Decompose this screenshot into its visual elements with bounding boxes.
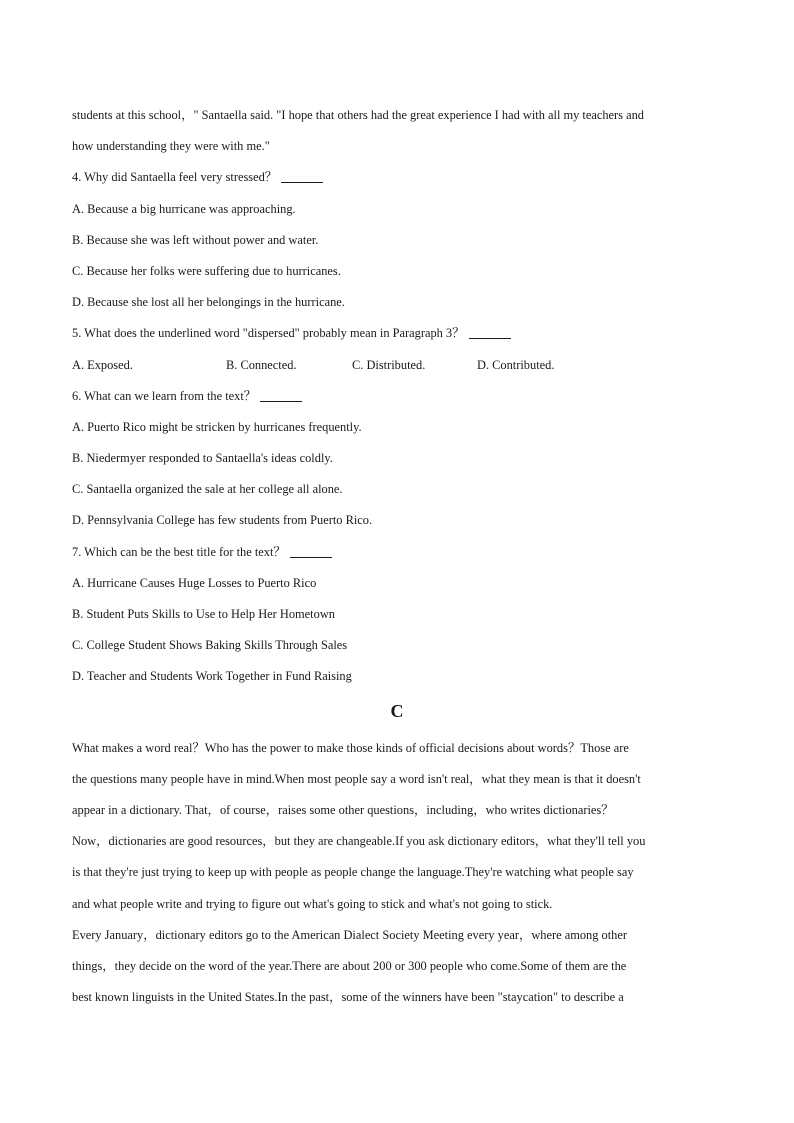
section-heading: C [390,700,404,721]
passage-line: and what people write and trying to figure out what's going to stick and what's not going to stick. [72,896,553,911]
answer-blank [290,556,332,558]
option-d: D. Because she lost all her belongings in the hurricane. [72,295,345,310]
option-c: C. Distributed. [352,357,426,372]
option-b: B. Student Puts Skills to Use to Help Her Hometown [72,607,335,621]
option-b: B. Because she was left without power and water. [72,232,319,247]
passage-continuation [72,100,722,162]
question-stem: 6. What can we learn from the text？ [72,381,722,412]
question-7 [72,537,722,693]
question-stem: 5. What does the underlined word "dispersed" probably mean in Paragraph 3？ [72,318,722,349]
option-d: D. Contributed. [477,357,555,372]
passage-line: Every January，dictionary editors go to the American Dialect Society Meeting every year，where among other [72,927,627,942]
question-4 [72,162,722,318]
option-d: D. Pennsylvania College has few students from Puerto Rico. [72,513,373,528]
question-6 [72,381,722,537]
passage-line: is that they're just trying to keep up with people as people change the language.They're watching what people say [72,865,634,880]
section-c-passage [72,733,722,1014]
option-a: A. Hurricane Causes Huge Losses to Puerto Rico [72,575,317,590]
option-b: B. Niedermyer responded to Santaella's ideas coldly. [72,451,333,466]
answer-blank [469,337,511,339]
option-c: C. College Student Shows Baking Skills Through Sales [72,638,348,653]
passage-line: things，they decide on the word of the year.There are about 200 or 300 people who come.Some of them are the [72,958,627,973]
option-b: B. Connected. [226,357,297,372]
option-c: C. Santaella organized the sale at her college all alone. [72,482,343,497]
passage-line: students at this school，" Santaella said. "I hope that others had the great experience I had with all my teachers and [72,108,644,122]
option-c: C. Because her folks were suffering due to hurricanes. [72,263,341,278]
option-d: D. Teacher and Students Work Together in Fund Raising [72,669,352,684]
passage-line: appear in a dictionary. That，of course，raises some other questions，including，who writes dictionaries？ [72,802,614,817]
option-row [72,350,722,381]
passage-line: best known linguists in the United States.In the past，some of the winners have been "staycation" to describe a [72,990,624,1005]
question-stem: 7. Which can be the best title for the text？ [72,537,722,568]
option-a: A. Exposed. [72,357,133,372]
question-stem: 4. Why did Santaella feel very stressed？ [72,162,722,193]
option-a: A. Puerto Rico might be stricken by hurricanes frequently. [72,419,362,434]
passage-line: the questions many people have in mind.When most people say a word isn't real，what they mean is that it doesn't [72,771,641,786]
answer-blank [281,181,323,183]
question-5 [72,318,722,380]
passage-line: Now，dictionaries are good resources，but they are changeable.If you ask dictionary editors，what they'll tell you [72,834,646,849]
option-a: A. Because a big hurricane was approaching. [72,201,296,216]
passage-line: What makes a word real？Who has the power to make those kinds of official decisions about words？Those are [72,740,629,755]
document-page [72,100,722,1013]
passage-line: how understanding they were with me." [72,139,270,154]
answer-blank [260,400,302,402]
